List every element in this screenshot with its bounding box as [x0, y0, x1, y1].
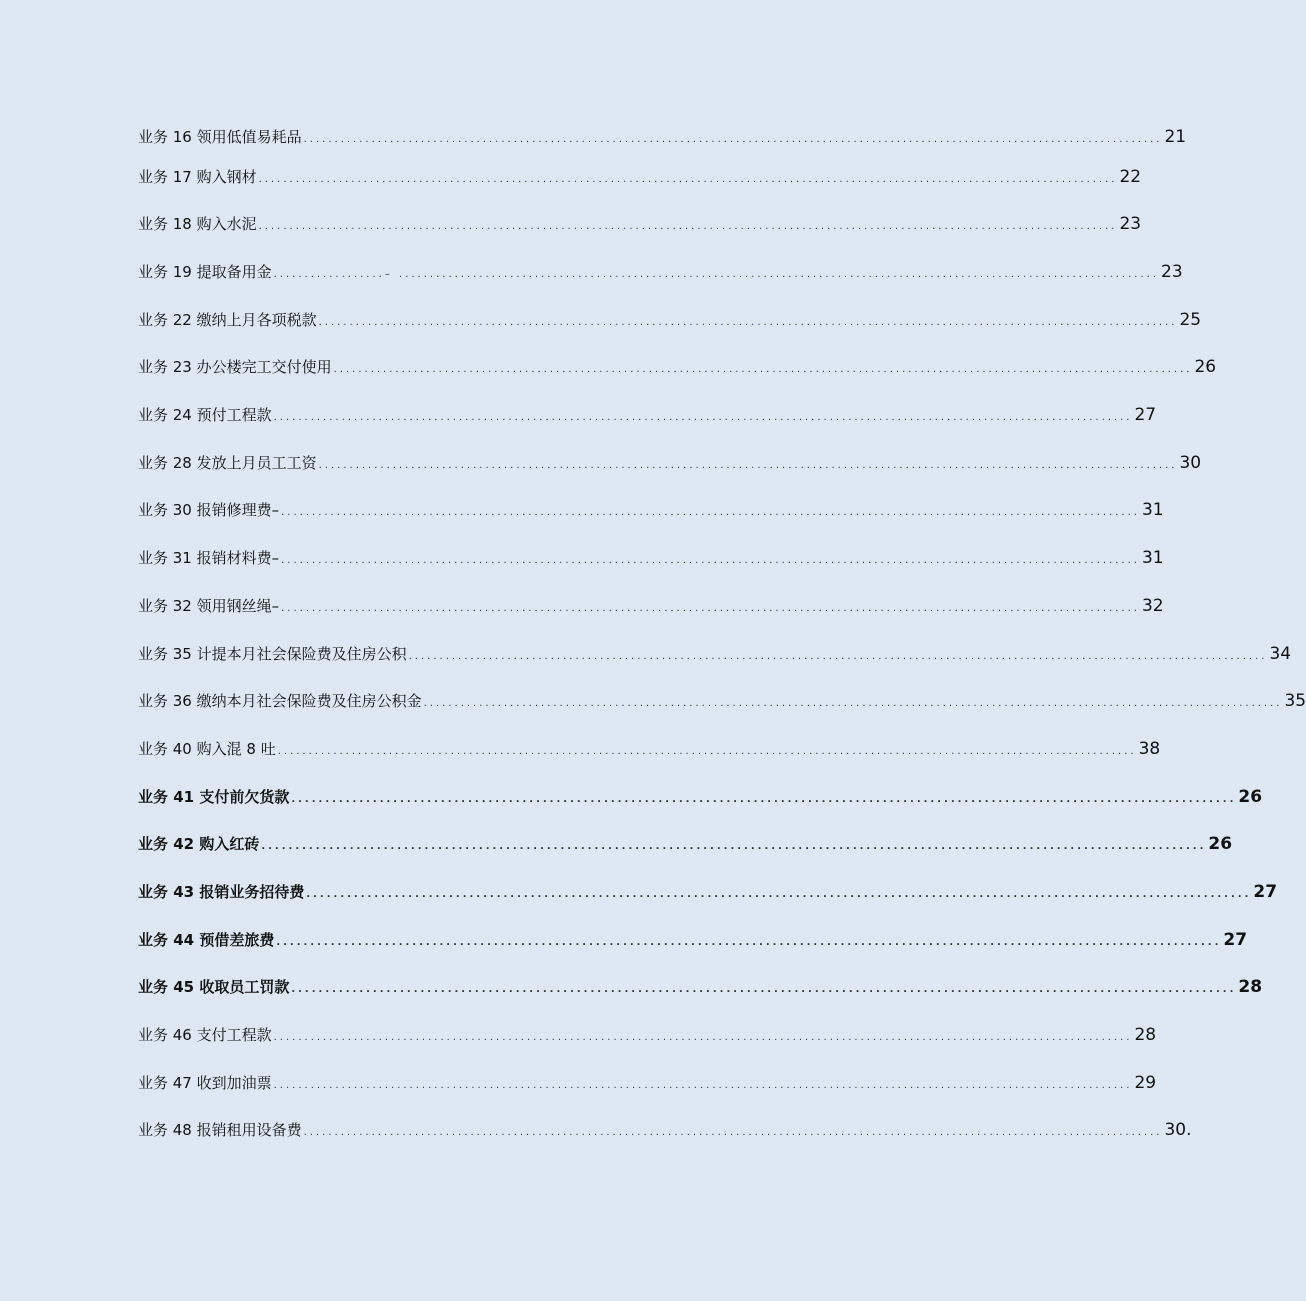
- toc-entry-page: 27: [1134, 405, 1157, 425]
- dot-leader: ...........................................................................................................................................: [273, 1032, 1133, 1043]
- toc-entry-page: 35: [1284, 691, 1306, 711]
- dot-leader: ...........................................................................................................................................: [258, 174, 1118, 185]
- dot-leader: ...........................................................................................................................................: [291, 984, 1237, 995]
- dot-leader: ...........................................................................................................................................: [303, 1127, 1163, 1138]
- toc-entry-page: 31: [1141, 500, 1164, 520]
- dot-leader: ...........................................................................................................................................: [318, 460, 1178, 471]
- toc-entry-label: 业务 30 报销修理费–: [138, 501, 280, 519]
- toc-entry-label: 业务 18 购入水泥: [138, 215, 257, 233]
- dot-leader: ...........................................................................................................................................: [261, 841, 1207, 852]
- dot-leader: ...........................................................................................................................................: [291, 794, 1237, 805]
- toc-entry-page: 23: [1161, 262, 1183, 282]
- dot-leader: ...........................................................................................................................................: [258, 221, 1118, 232]
- toc-entry: [138, 787, 1263, 810]
- dot-leader: ...........................................................................................................................................: [408, 651, 1268, 662]
- dot-leader: ...........................................................................................................................................: [318, 317, 1178, 328]
- toc-entry: [138, 1073, 1157, 1096]
- toc-entry-page: 30: [1179, 453, 1202, 473]
- toc-entry-page: 22: [1119, 167, 1142, 187]
- toc-entry-page: 21: [1164, 127, 1187, 147]
- toc-entry-page: 27: [1223, 930, 1248, 950]
- toc-entry-page: 38: [1138, 739, 1161, 759]
- toc-entry-label: 业务 41 支付前欠货款: [138, 788, 290, 806]
- dot-leader: ...........................................................................................................................................: [306, 889, 1252, 900]
- toc-entry: [138, 1025, 1157, 1048]
- toc-entry-page: 32: [1141, 596, 1164, 616]
- toc-entry-label: 业务 43 报销业务招待费: [138, 883, 305, 901]
- toc-entry-label: 业务 24 预付工程款: [138, 406, 272, 424]
- toc-entry-label: 业务 47 收到加油票: [138, 1074, 272, 1092]
- toc-entry-page: 26: [1208, 834, 1233, 854]
- toc-entry-label: 业务 35 计提本月社会保险费及住房公积: [138, 645, 407, 663]
- toc-entry: [138, 167, 1142, 190]
- dot-leader: ...........................................................................................................................................: [273, 1080, 1133, 1091]
- toc-entry-label: 业务 31 报销材料费–: [138, 549, 280, 567]
- toc-entry-page: 26: [1238, 787, 1263, 807]
- toc-entry: [138, 739, 1161, 762]
- toc-entry-page: 28: [1238, 977, 1263, 997]
- toc-entry-page: 29: [1134, 1073, 1157, 1093]
- toc-entry-label: 业务 45 收取员工罚款: [138, 978, 290, 996]
- toc-entry: [138, 262, 1183, 285]
- toc-entry-label: 业务 46 支付工程款: [138, 1026, 272, 1044]
- dot-leader: ...........................................................................................................................................: [277, 746, 1137, 757]
- dot-leader: ...........................................................................................................................................: [281, 507, 1140, 518]
- toc-entry: [138, 453, 1202, 476]
- toc-entry: [138, 882, 1278, 905]
- toc-entry: [138, 834, 1233, 857]
- dot-leader: ...........................................................................................................................................: [281, 603, 1140, 614]
- toc-entry-label: 业务 23 办公楼完工交付使用: [138, 358, 332, 376]
- toc-entry-label: 业务 32 领用钢丝绳–: [138, 597, 280, 615]
- dot-leader: ...........................................................................................................................................: [423, 698, 1283, 709]
- toc-entry-label: 业务 40 购入混 8 吐: [138, 740, 276, 758]
- dot-leader: ...........................................................................................................................................: [303, 134, 1163, 145]
- dot-leader: ...........................................................................................................................................: [273, 412, 1133, 423]
- toc-entry: [138, 644, 1292, 667]
- toc-entry-page: 30.: [1164, 1120, 1192, 1140]
- toc-entry-label: 业务 48 报销租用设备费: [138, 1121, 302, 1139]
- toc-entry-label: 业务 36 缴纳本月社会保险费及住房公积金: [138, 692, 422, 710]
- toc-entry: [138, 357, 1217, 380]
- toc-entry-label: 业务 42 购入红砖: [138, 835, 260, 853]
- toc-entry: [138, 548, 1164, 571]
- toc-entry-page: 34: [1269, 644, 1292, 664]
- toc-entry-label: 业务 44 预借差旅费: [138, 931, 275, 949]
- toc-entry: [138, 977, 1263, 1000]
- toc-entry-page: 25: [1179, 310, 1202, 330]
- toc-entry: [138, 691, 1306, 714]
- dot-leader: ...........................................................................................................................................: [276, 937, 1222, 948]
- toc-entry: [138, 500, 1164, 523]
- toc-entry-label: 业务 16 领用低值易耗品: [138, 128, 302, 146]
- toc-entry: [138, 405, 1157, 428]
- toc-entry-page: 31: [1141, 548, 1164, 568]
- toc-entry: [138, 596, 1164, 619]
- toc-entry-label: 业务 17 购入钢材: [138, 168, 257, 186]
- toc-entry: [138, 214, 1142, 237]
- toc-entry: [138, 930, 1248, 953]
- dot-leader: ..................– ...........................................................................................................................: [273, 269, 1160, 280]
- dot-leader: ...........................................................................................................................................: [333, 364, 1193, 375]
- toc-entry: [138, 1120, 1192, 1143]
- toc-entry-label: 业务 22 缴纳上月各项税款: [138, 311, 317, 329]
- toc-entry-page: 23: [1119, 214, 1142, 234]
- toc-entry-page: 28: [1134, 1025, 1157, 1045]
- toc-entry-page: 27: [1253, 882, 1278, 902]
- toc-entry: [138, 310, 1202, 333]
- toc-entry-label: 业务 19 提取备用金: [138, 263, 272, 281]
- toc-entry-page: 26: [1194, 357, 1217, 377]
- dot-leader: ...........................................................................................................................................: [281, 555, 1140, 566]
- toc-entry: [138, 127, 1187, 150]
- toc-entry-label: 业务 28 发放上月员工工资: [138, 454, 317, 472]
